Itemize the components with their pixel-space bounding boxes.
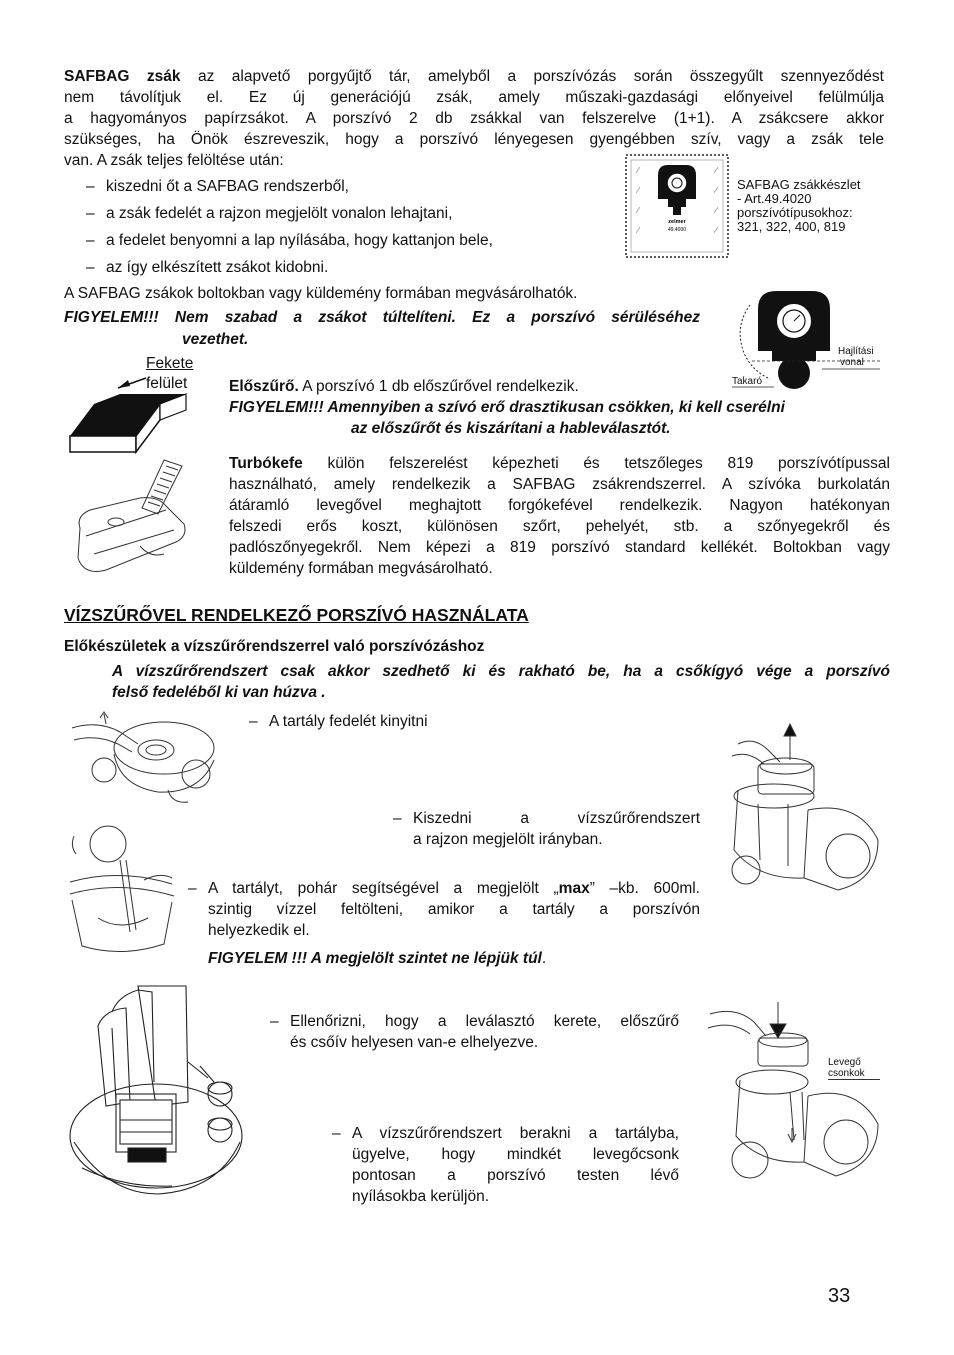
dash-bullet: – — [332, 1125, 341, 1142]
dash-bullet: – — [86, 232, 95, 249]
step-remove-line-1: Kiszedni a vízszűrőrendszert — [413, 810, 700, 827]
step-insert-line-4: nyílásokba kerüljön. — [352, 1188, 489, 1205]
turbo-title: Turbókefe — [229, 455, 303, 472]
turbo-line-6: küldemény formában megvásárolható. — [229, 560, 493, 577]
insert-filter-illustration — [706, 1000, 886, 1196]
bag-step-1 — [86, 176, 349, 197]
intro-line-1 — [64, 66, 884, 87]
bag-kit-caption-line: 321, 322, 400, 819 — [737, 219, 846, 234]
prefilter-line-1 — [229, 376, 579, 397]
intro-line-4: szükséges, ha Önök észreveszik, hogy a porszívó lényegesen gyengébben szív, vagy a zsák tele — [64, 131, 884, 148]
step-remove-line-2: a rajzon megjelölt irányban. — [413, 831, 603, 848]
turbo-line-5: padlószőnyegekről. Nem képezi a 819 porszívó standard kellékét. Boltokban vagy — [229, 539, 890, 556]
step-fill-line-2: szintig vízzel feltölteni, amikor a tartály a porszívón — [208, 901, 700, 918]
fill-warning: FIGYELEM !!! A megjelölt szintet ne lépjük túl. — [208, 950, 547, 967]
italic-note-line-2: felső fedeléből ki van húzva . — [112, 684, 326, 701]
bag-kit-caption-line: - Art.49.4020 — [737, 191, 812, 206]
bag-step-2 — [86, 203, 452, 224]
intro-line-3: a hagyományos papírzsákot. A porszívó 2 db zsákkal van felszerelve (1+1). A zsákcsere akkor — [64, 110, 884, 127]
fold-line-label-1: Hajlítási — [838, 346, 874, 357]
prefilter-title: Előszűrő. — [229, 378, 299, 395]
dash-bullet: – — [86, 259, 95, 276]
step-check-line-1: Ellenőrizni, hogy a leválasztó kerete, előszűrő — [290, 1013, 679, 1030]
step-fill-line-1-a: A tartályt, pohár segítségével a megjelölt „ — [208, 880, 559, 897]
intro-line-2: nem távolítjuk el. Ez új generációjú zsák, amely műszaki-gazdasági előnyeivel felülmúlja — [64, 89, 884, 106]
step-insert-line-2: ügyelve, hogy mindkét levegőcsonk — [352, 1146, 679, 1163]
turbo-line-4: felszedi erős koszt, különösen szőrt, pehelyét, stb. a szőnyegekről és — [229, 518, 890, 535]
warning-1-line-2: vezethet. — [182, 331, 249, 348]
prefilter-illustration — [66, 372, 226, 462]
turbo-line-2: használható, amely rendelkezik a SAFBAG zsákrendszerrel. A szívóka burkolatán — [229, 476, 890, 493]
step-check-line-2: és csőív helyesen van-e elhelyezve. — [290, 1034, 539, 1051]
dash-bullet: – — [188, 880, 197, 897]
purchase-note: A SAFBAG zsákok boltokban vagy küldemény formában megvásárolhatók. — [64, 285, 578, 302]
bag-step-text: a zsák fedelét a rajzon megjelölt vonalon lehajtani, — [106, 205, 453, 222]
dash-bullet: – — [249, 713, 258, 730]
fill-water-illustration — [68, 822, 180, 956]
intro-lead: SAFBAG zsák — [64, 68, 181, 85]
step-open-lid-text: A tartály fedelét kinyitni — [269, 713, 428, 730]
safbag-kit-illustration — [624, 153, 730, 259]
bag-step-text: kiszedni őt a SAFBAG rendszerből, — [106, 178, 349, 195]
page-number: 33 — [828, 1285, 851, 1307]
cover-label: Takaró — [732, 376, 763, 387]
step-insert — [332, 1123, 679, 1207]
dash-bullet: – — [86, 205, 95, 222]
step-check — [270, 1011, 679, 1053]
turbo-line-1-text: külön felszerelést képezheti és tetszőleges 819 porszívótípussal — [327, 455, 890, 472]
prefilter-label-line-2: felület — [146, 375, 188, 392]
step-remove — [393, 808, 700, 850]
warning-1-line-1: FIGYELEM!!! Nem szabad a zsákot túltelíteni. Ez a porszívó sérüléséhez — [64, 309, 700, 326]
step-open-lid — [249, 711, 428, 732]
open-lid-illustration — [68, 710, 228, 810]
section-title: VÍZSZŰRŐVEL RENDELKEZŐ PORSZÍVÓ HASZNÁLATA — [64, 605, 529, 625]
fill-warning-text: FIGYELEM !!! A megjelölt szintet ne lépjük túl — [208, 950, 542, 967]
prefilter-text: A porszívó 1 db előszűrővel rendelkezik. — [302, 378, 579, 395]
bag-step-4 — [86, 257, 328, 278]
bag-step-3 — [86, 230, 493, 251]
prefilter-warning-line-1: FIGYELEM!!! Amennyiben a szívó erő drasztikusan csökken, ki kell cserélni — [229, 399, 785, 416]
fold-line-label-2: vonal — [840, 357, 864, 368]
step-fill — [188, 878, 700, 941]
bag-kit-caption-line: porszívótípusokhoz: — [737, 205, 853, 220]
remove-filter-illustration — [718, 720, 884, 898]
turbo-brush-illustration — [66, 458, 226, 578]
subsection-title: Előkészületek a vízszűrőrendszerrel való porszívózáshoz — [64, 638, 485, 655]
turbo-line-3: átáramló levegővel meghajtott forgókefével rendelkezik. Nagyon hatékonyan — [229, 497, 890, 514]
intro-line-5: van. A zsák teljes felöltése után: — [64, 152, 284, 169]
bag-step-text: a fedelet benyomni a lap nyílásába, hogy kattanjon bele, — [106, 232, 493, 249]
dash-bullet: – — [393, 810, 402, 827]
fold-line-label — [838, 346, 874, 368]
dash-bullet: – — [270, 1013, 279, 1030]
step-insert-line-3: pontosan a porszívó testen lévő — [352, 1167, 679, 1184]
italic-note-line-1: A vízszűrőrendszert csak akkor szedhető ki és rakható be, ha a csőkígyó vége a porszívó — [112, 663, 890, 680]
prefilter-label-line-1: Fekete — [146, 355, 194, 372]
step-fill-line-3: helyezkedik el. — [208, 922, 310, 939]
turbo-line-1 — [229, 453, 890, 474]
prefilter-warning-line-2: az előszűrőt és kiszárítani a hableválasztót. — [351, 420, 671, 437]
bag-kit-caption-line: SAFBAG zsákkészlet — [737, 177, 861, 192]
air-stub-label-1: Levegő — [828, 1057, 861, 1068]
separator-assembly-illustration — [68, 982, 246, 1198]
step-insert-line-1: A vízszűrőrendszert berakni a tartályba, — [352, 1125, 679, 1142]
bag-kit-caption — [737, 178, 861, 234]
kit-code: 49.4000 — [667, 227, 687, 233]
intro-line-1-text: az alapvető porgyűjtő tár, amelyből a porszívózás során összegyűlt szennyeződést — [197, 68, 884, 85]
step-fill-max: max — [558, 880, 590, 897]
step-fill-line-1-b: ” –kb. 600ml. — [589, 880, 700, 897]
dash-bullet: – — [86, 178, 95, 195]
bag-step-text: az így elkészített zsákot kidobni. — [106, 259, 329, 276]
air-stub-label-2: csonkok — [828, 1068, 880, 1080]
air-stub-label — [828, 1057, 880, 1080]
kit-brand: zelmer — [668, 219, 686, 225]
step-fill-line-1 — [208, 878, 700, 899]
